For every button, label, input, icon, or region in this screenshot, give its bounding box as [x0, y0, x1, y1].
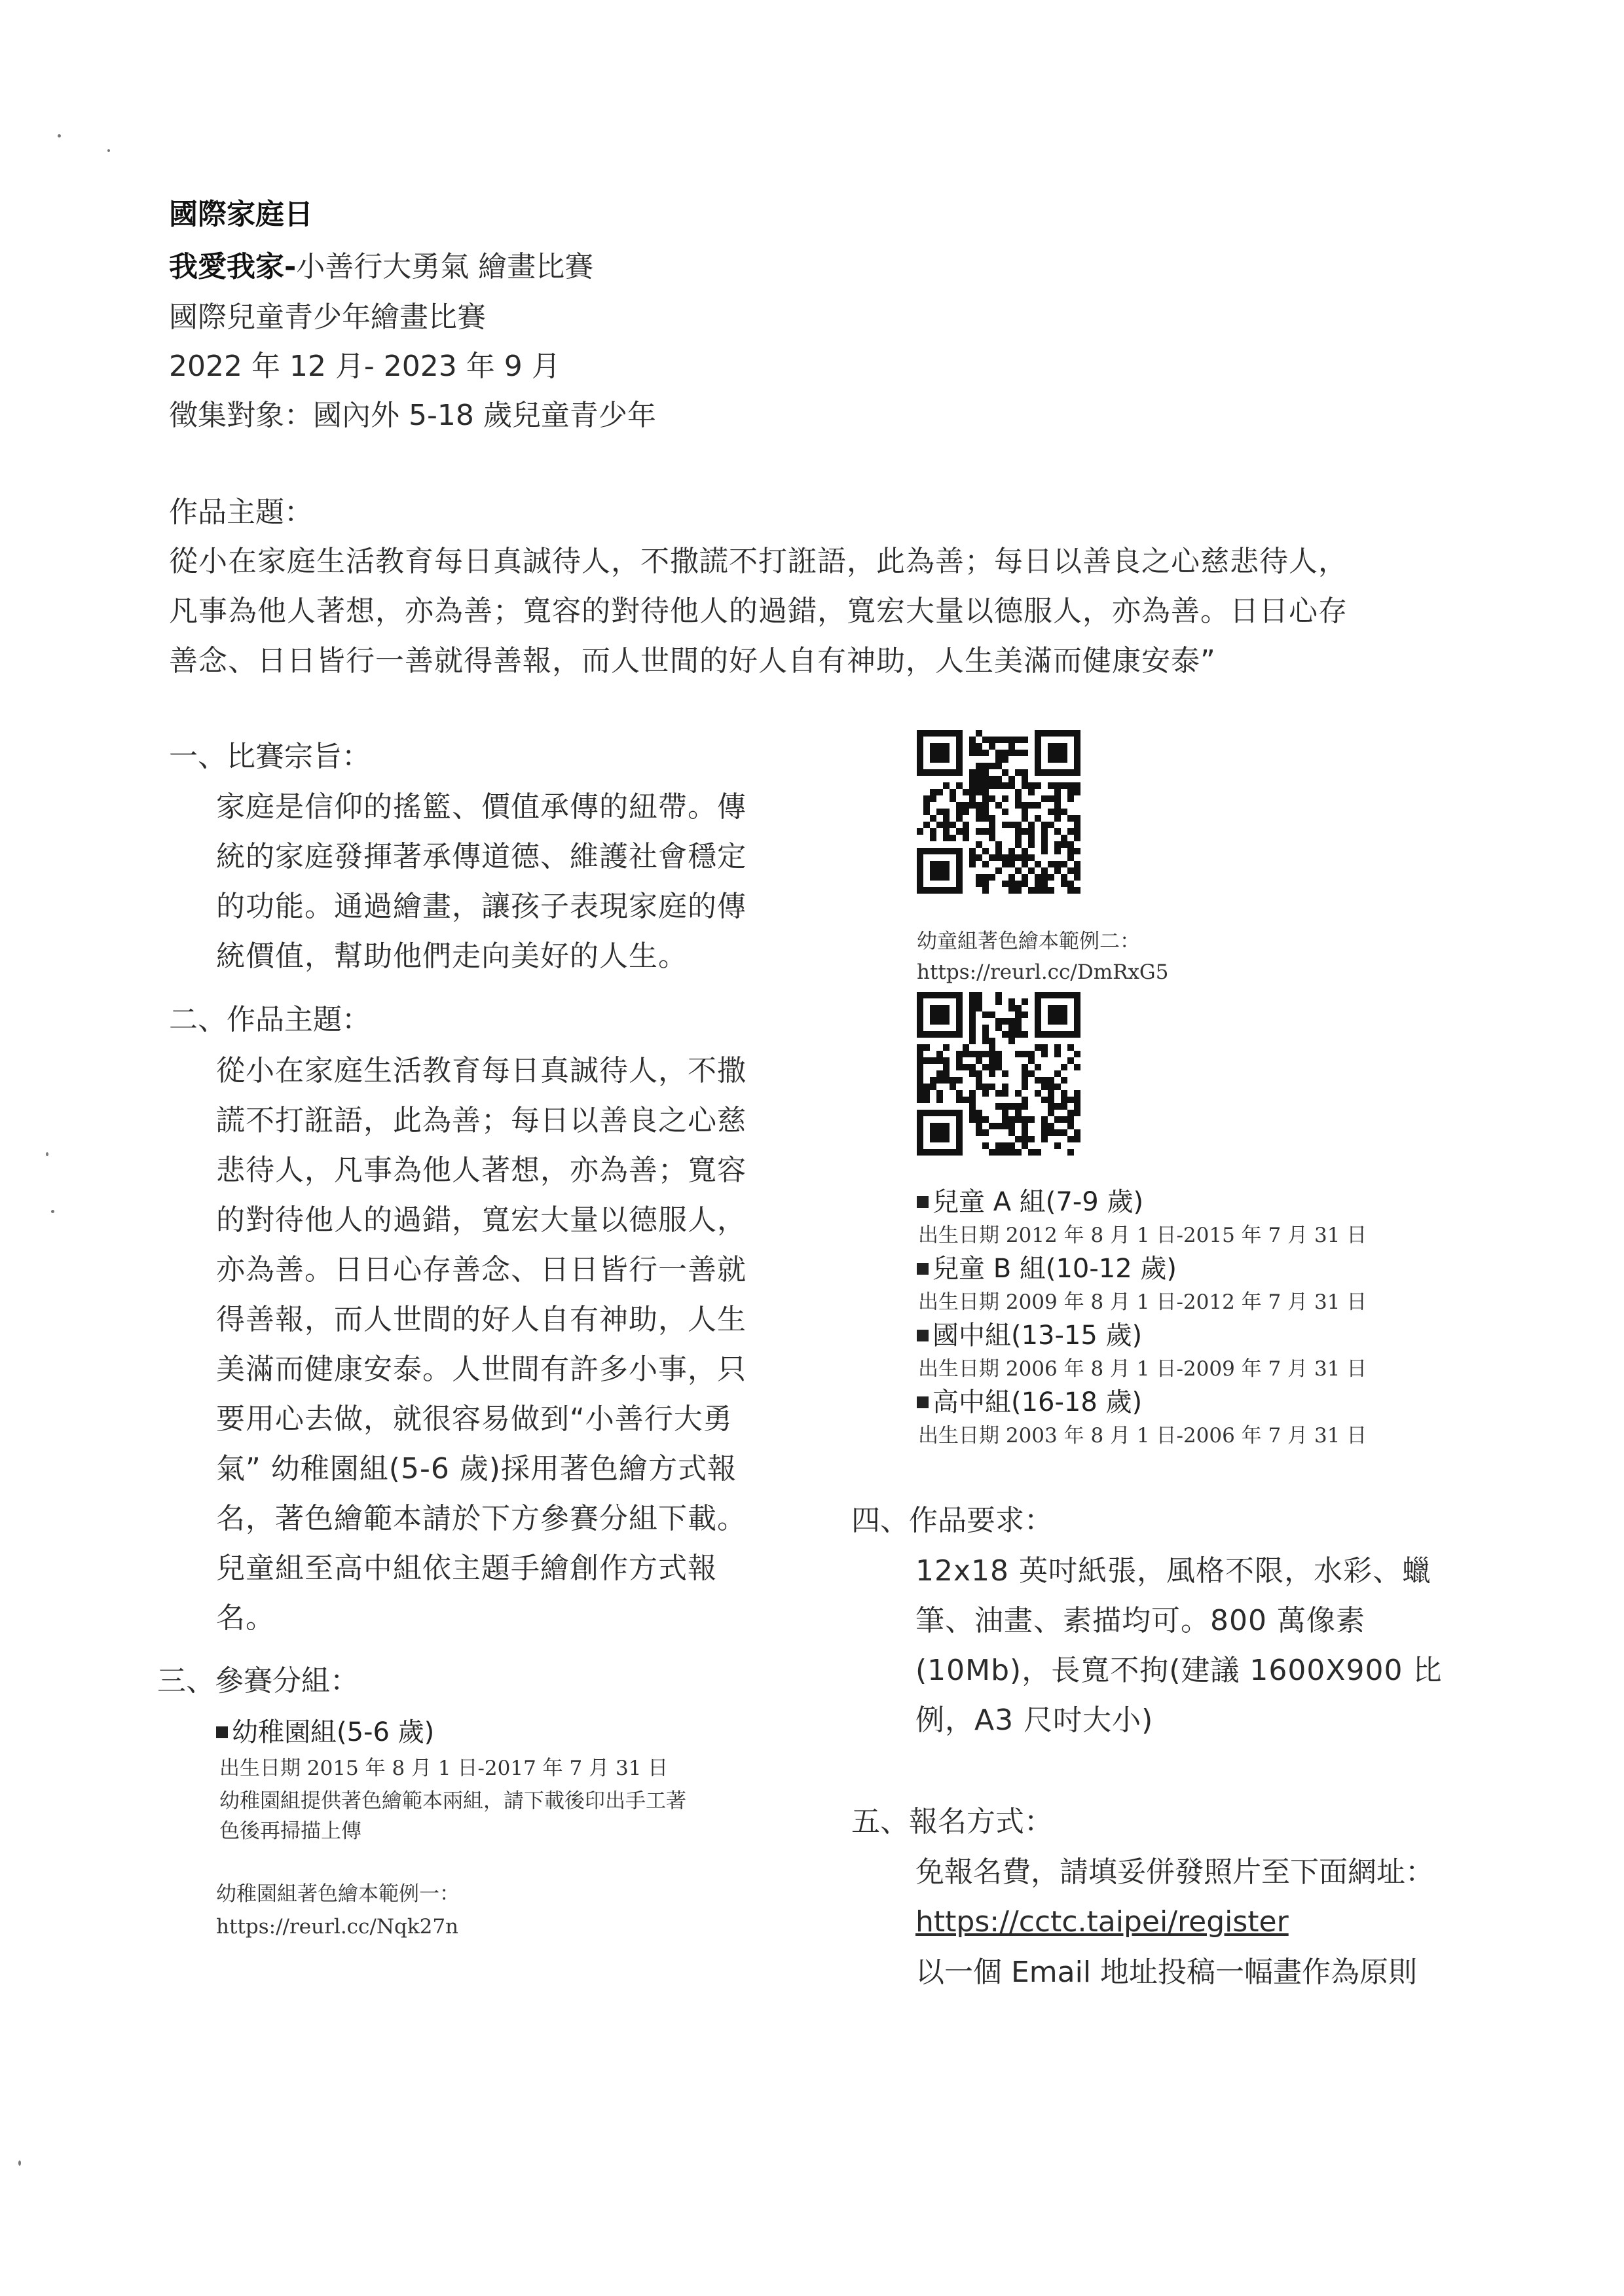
age-group-birth: 出生日期 2009 年 8 月 1 日-2012 年 7 月 31 日	[918, 1290, 1367, 1314]
event-subtitle-bold: 我愛我家-	[169, 250, 297, 283]
age-group-title	[917, 1317, 1367, 1354]
section2-line: 名，著色繪範本請於下方參賽分組下載。	[216, 1502, 747, 1535]
section2-line: 美滿而健康安泰。人世間有許多小事，只	[216, 1353, 747, 1386]
section2-line: 謊不打誑語，此為善；每日以善良之心慈	[216, 1104, 747, 1137]
age-group-title	[917, 1184, 1367, 1220]
section4-line: 筆、油畫、素描均可。800 萬像素	[915, 1604, 1365, 1637]
section4-body	[915, 1546, 1505, 1745]
age-group-title-text: 兒童 A 組(7-9 歲)	[932, 1187, 1144, 1217]
target-audience: 徵集對象：國內外 5-18 歲兒童青少年	[169, 399, 656, 432]
example1-label: 幼稚園組著色繪本範例一：	[216, 1882, 460, 1906]
kinder-note-line: 色後再掃描上傳	[219, 1819, 361, 1843]
section1-body	[216, 782, 832, 981]
date-range: 2022 年 12 月- 2023 年 9 月	[169, 350, 561, 383]
age-group-birth: 出生日期 2003 年 8 月 1 日-2006 年 7 月 31 日	[918, 1424, 1367, 1448]
section4-line: 12x18 英吋紙張，風格不限，水彩、蠟	[915, 1554, 1432, 1588]
theme-line: 善念、日日皆行一善就得善報，而人世間的好人自有神助，人生美滿而健康安泰”	[169, 644, 1216, 678]
theme-line: 凡事為他人著想，亦為善；寬容的對待他人的過錯，寬宏大量以德服人，亦為善。日日心存	[169, 594, 1348, 628]
age-group-title	[917, 1384, 1367, 1421]
section3-heading: 三、參賽分組：	[157, 1664, 359, 1698]
age-group-title	[917, 1250, 1367, 1287]
section2-line: 的對待他人的過錯，寬宏大量以德服人，	[216, 1203, 747, 1237]
scan-speck	[107, 149, 110, 152]
example2-label: 幼童組著色繪本範例二：	[917, 930, 1140, 953]
section4-line: (10Mb)，長寬不拘(建議 1600X900 比	[915, 1654, 1443, 1687]
section2-line: 兒童組至高中組依主題手繪創作方式報	[216, 1552, 717, 1585]
kinder-birth-range: 出生日期 2015 年 8 月 1 日-2017 年 7 月 31 日	[219, 1757, 669, 1780]
age-group-birth: 出生日期 2012 年 8 月 1 日-2015 年 7 月 31 日	[918, 1224, 1367, 1247]
bullet-square-icon	[917, 1330, 929, 1341]
section1-line: 統價值，幫助他們走向美好的人生。	[216, 939, 688, 973]
section5-heading: 五、報名方式：	[851, 1805, 1053, 1838]
section4-heading: 四、作品要求：	[851, 1504, 1053, 1537]
competition-name: 國際兒童青少年繪畫比賽	[169, 301, 486, 334]
qr-code-2	[917, 992, 1080, 1156]
age-group-list	[917, 1184, 1367, 1451]
section2-line: 從小在家庭生活教育每日真誠待人，不撒	[216, 1054, 747, 1087]
example2-url[interactable]: https://reurl.cc/DmRxG5	[917, 960, 1169, 984]
qr-code-1	[917, 730, 1080, 894]
section1-line: 的功能。通過繪畫，讓孩子表現家庭的傳	[216, 890, 747, 923]
kinder-group-title-text: 幼稚園組(5-6 歲)	[232, 1717, 435, 1747]
section2-line: 亦為善。日日心存善念、日日皆行一善就	[216, 1253, 747, 1286]
section2-line: 氣” 幼稚園組(5-6 歲)採用著色繪方式報	[216, 1452, 737, 1485]
kinder-note-line: 幼稚園組提供著色繪範本兩組，請下載後印出手工著	[219, 1789, 686, 1813]
section1-line: 統的家庭發揮著承傳道德、維護社會穩定	[216, 840, 747, 873]
event-title: 國際家庭日	[169, 198, 313, 231]
registration-url[interactable]: https://cctc.taipei/register	[915, 1905, 1289, 1939]
scan-speck	[51, 1210, 54, 1213]
section2-heading: 二、作品主題：	[169, 1003, 371, 1036]
scan-speck	[18, 2160, 21, 2166]
section2-line: 得善報，而人世間的好人自有神助，人生	[216, 1303, 747, 1336]
example1-url[interactable]: https://reurl.cc/Nqk27n	[216, 1915, 459, 1939]
age-group-title-text: 兒童 B 組(10-12 歲)	[932, 1254, 1177, 1284]
event-subtitle-rest: 小善行大勇氣 繪畫比賽	[296, 250, 594, 283]
event-subtitle	[169, 242, 593, 292]
theme-line: 從小在家庭生活教育每日真誠待人，不撒謊不打誑語，此為善；每日以善良之心慈悲待人，	[169, 545, 1348, 578]
scan-speck	[58, 134, 61, 137]
bullet-square-icon	[917, 1396, 929, 1408]
theme-heading: 作品主題：	[169, 496, 313, 529]
registration-rule: 以一個 Email 地址投稿一幅畫作為原則	[915, 1956, 1418, 1989]
age-group-title-text: 高中組(16-18 歲)	[932, 1387, 1143, 1417]
bullet-square-icon	[216, 1726, 228, 1738]
bullet-square-icon	[917, 1263, 929, 1275]
section1-line: 家庭是信仰的搖籃、價值承傳的紐帶。傳	[216, 790, 747, 824]
section4-line: 例，A3 尺吋大小)	[915, 1704, 1154, 1737]
kinder-group-title	[216, 1714, 434, 1751]
section1-heading: 一、比賽宗旨：	[169, 740, 371, 773]
age-group-title-text: 國中組(13-15 歲)	[932, 1321, 1143, 1351]
section2-body	[216, 1046, 832, 1643]
registration-instruction: 免報名費，請填妥併發照片至下面網址：	[915, 1855, 1434, 1889]
age-group-birth: 出生日期 2006 年 8 月 1 日-2009 年 7 月 31 日	[918, 1357, 1367, 1381]
section2-line: 悲待人，凡事為他人著想，亦為善；寬容	[216, 1154, 747, 1187]
bullet-square-icon	[917, 1196, 929, 1208]
scan-speck	[46, 1152, 48, 1156]
section2-line: 要用心去做，就很容易做到“小善行大勇	[216, 1402, 733, 1436]
theme-paragraph	[169, 537, 1479, 686]
section2-line: 名。	[216, 1601, 275, 1635]
